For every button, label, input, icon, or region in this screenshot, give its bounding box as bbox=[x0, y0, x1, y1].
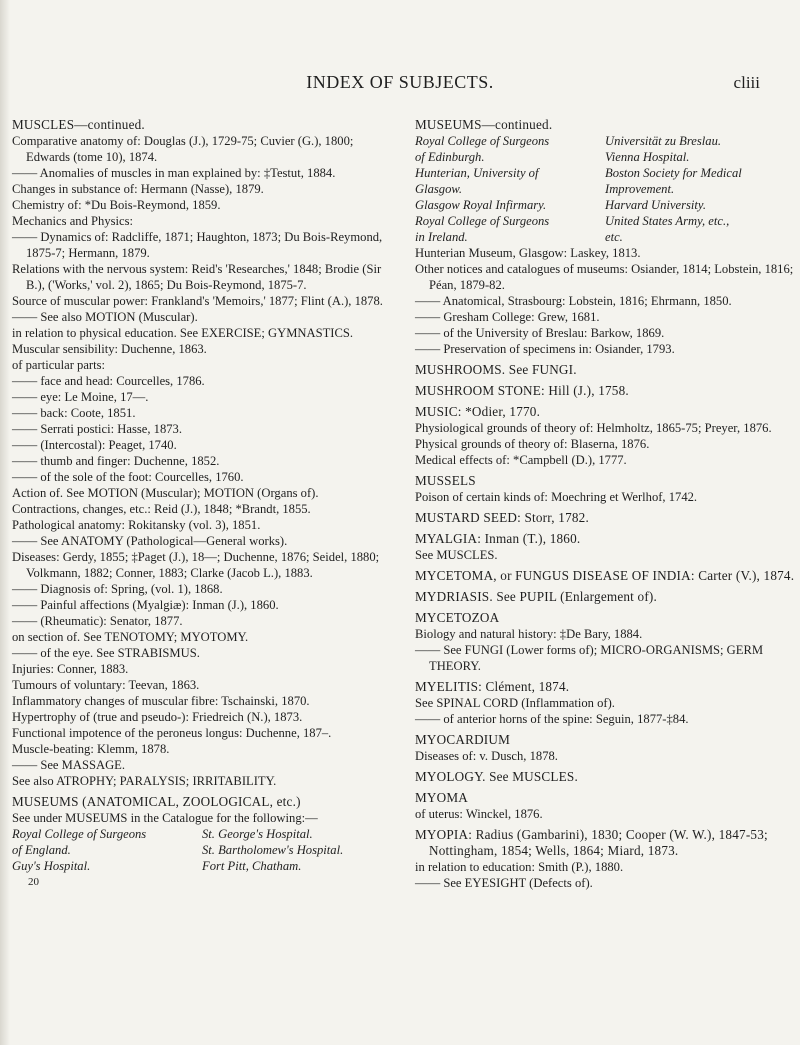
index-heading: MUSIC: *Odier, 1770. bbox=[415, 404, 541, 419]
index-entry: —— back: Coote, 1851. bbox=[12, 406, 136, 420]
index-entry: —— thumb and finger: Duchenne, 1852. bbox=[12, 454, 220, 468]
museum-pair-row bbox=[12, 842, 392, 858]
index-entry: Contractions, changes, etc.: Reid (J.), 1848; *Brandt, 1855. bbox=[12, 502, 311, 516]
index-entry: —— Diagnosis of: Spring, (vol. 1), 1868. bbox=[12, 582, 223, 596]
index-heading: MYOPIA: Radius (Gambarini), 1830; Cooper (W. W.), 1847-53; Nottingham, 1854; Wells, 1864; Miard, 1873. bbox=[415, 827, 768, 858]
museum-name-left: Guy's Hospital. bbox=[12, 859, 91, 873]
museum-name-right: Fort Pitt, Chatham. bbox=[202, 859, 302, 873]
museum-name-right: Improvement. bbox=[605, 182, 675, 196]
index-entry: —— Painful affections (Myalgiæ): Inman (J.), 1860. bbox=[12, 598, 279, 612]
museum-name-left: Royal College of Surgeons bbox=[415, 214, 550, 228]
index-entry: Action of. See MOTION (Muscular); MOTION (Organs of). bbox=[12, 486, 319, 500]
index-entry: —— See also MOTION (Muscular). bbox=[12, 310, 198, 324]
index-heading: MUSTARD SEED: Storr, 1782. bbox=[415, 510, 589, 525]
page-number: cliii bbox=[733, 73, 760, 92]
index-entry: Diseases of: v. Dusch, 1878. bbox=[415, 749, 558, 763]
index-heading: MUSHROOMS. See FUNGI. bbox=[415, 362, 577, 377]
index-heading: MYALGIA: Inman (T.), 1860. bbox=[415, 531, 581, 546]
left-column bbox=[12, 117, 392, 890]
index-entry: Muscle-beating: Klemm, 1878. bbox=[12, 742, 170, 756]
museum-name-left: of Edinburgh. bbox=[415, 150, 485, 164]
signature-mark: 20 bbox=[28, 876, 39, 888]
index-entry: —— Preservation of specimens in: Osiander, 1793. bbox=[415, 342, 675, 356]
index-entry: Source of muscular power: Frankland's 'Memoirs,' 1877; Flint (A.), 1878. bbox=[12, 294, 383, 308]
index-entry: in relation to physical education. See EXERCISE; GYMNASTICS. bbox=[12, 326, 354, 340]
index-heading: MYOMA bbox=[415, 790, 469, 805]
museum-name-right: Vienna Hospital. bbox=[605, 150, 690, 164]
index-entry: —— See MASSAGE. bbox=[12, 758, 125, 772]
index-entry: Relations with the nervous system: Reid's 'Researches,' 1848; Brodie (Sir B.), ('Works,' vol. 2), 1865; Du Bois-Reymond, 1875-7. bbox=[12, 262, 382, 292]
museum-pair-row bbox=[415, 229, 800, 245]
index-entry: —— of the eye. See STRABISMUS. bbox=[12, 646, 200, 660]
index-entry: —— Anomalies of muscles in man explained by: ‡Testut, 1884. bbox=[12, 166, 336, 180]
index-entry: —— (Intercostal): Peaget, 1740. bbox=[12, 438, 177, 452]
index-entry: Biology and natural history: ‡De Bary, 1884. bbox=[415, 627, 643, 641]
museum-name-right: St. George's Hospital. bbox=[202, 827, 313, 841]
index-entry: Other notices and catalogues of museums: Osiander, 1814; Lobstein, 1816; Péan, 1879-82. bbox=[415, 262, 794, 292]
index-entry: Functional impotence of the peroneus longus: Duchenne, 187–. bbox=[12, 726, 332, 740]
museum-pair-row bbox=[415, 133, 800, 149]
index-entry: —— See FUNGI (Lower forms of); MICRO-ORGANISMS; GERM THEORY. bbox=[415, 643, 764, 673]
index-entry: See SPINAL CORD (Inflammation of). bbox=[415, 696, 615, 710]
index-entry: —— Gresham College: Grew, 1681. bbox=[415, 310, 600, 324]
index-entry: of particular parts: bbox=[12, 358, 106, 372]
museum-name-left: Hunterian, University of bbox=[415, 166, 539, 180]
museum-name-left: Glasgow. bbox=[415, 182, 462, 196]
index-entry: Physical grounds of theory of: Blaserna, 1876. bbox=[415, 437, 650, 451]
index-entry: Tumours of voluntary: Teevan, 1863. bbox=[12, 678, 200, 692]
index-entry: Comparative anatomy of: Douglas (J.), 1729-75; Cuvier (G.), 1800; Edwards (tome 10), 1874. bbox=[12, 134, 354, 164]
museum-pair-row bbox=[12, 858, 392, 874]
museum-pair-row bbox=[415, 197, 800, 213]
index-entry: —— face and head: Courcelles, 1786. bbox=[12, 374, 205, 388]
museum-name-left: Glasgow Royal Infirmary. bbox=[415, 198, 547, 212]
index-entry: —— eye: Le Moine, 17—. bbox=[12, 390, 149, 404]
index-heading: MYOLOGY. See MUSCLES. bbox=[415, 769, 578, 784]
index-heading: MUSEUMS (ANATOMICAL, ZOOLOGICAL, etc.) bbox=[12, 794, 301, 809]
museum-name-left: of England. bbox=[12, 843, 71, 857]
museum-pair-row bbox=[415, 181, 800, 197]
index-heading: MYCETOMA, or FUNGUS DISEASE OF INDIA: Carter (V.), 1874. bbox=[415, 568, 795, 583]
index-heading: MYCETOZOA bbox=[415, 610, 500, 625]
index-entry: on section of. See TENOTOMY; MYOTOMY. bbox=[12, 630, 249, 644]
index-entry: Mechanics and Physics: bbox=[12, 214, 134, 228]
index-entry: Physiological grounds of theory of: Helmholtz, 1865-75; Preyer, 1876. bbox=[415, 421, 772, 435]
museum-pair-row bbox=[415, 149, 800, 165]
museum-name-left: Royal College of Surgeons bbox=[415, 134, 550, 148]
index-entry: Medical effects of: *Campbell (D.), 1777. bbox=[415, 453, 627, 467]
museum-name-right: Harvard University. bbox=[605, 198, 706, 212]
museum-pair-row bbox=[12, 826, 392, 842]
museum-name-right: United States Army, etc., bbox=[605, 214, 730, 228]
museum-name-right: St. Bartholomew's Hospital. bbox=[202, 843, 344, 857]
index-entry: Pathological anatomy: Rokitansky (vol. 3), 1851. bbox=[12, 518, 261, 532]
index-heading: MYELITIS: Clément, 1874. bbox=[415, 679, 570, 694]
binding-gutter bbox=[0, 0, 10, 1045]
museum-name-right: etc. bbox=[605, 230, 623, 244]
index-entry: —— Dynamics of: Radcliffe, 1871; Haughton, 1873; Du Bois-Reymond, 1875-7; Hermann, 1879. bbox=[12, 230, 383, 260]
index-entry: —— Serrati postici: Hasse, 1873. bbox=[12, 422, 182, 436]
museum-name-right: Universität zu Breslau. bbox=[605, 134, 722, 148]
running-title: INDEX OF SUBJECTS. bbox=[306, 72, 494, 92]
index-entry: Hunterian Museum, Glasgow: Laskey, 1813. bbox=[415, 246, 641, 260]
index-entry: See also ATROPHY; PARALYSIS; IRRITABILITY. bbox=[12, 774, 277, 788]
museum-name-left: Royal College of Surgeons bbox=[12, 827, 147, 841]
index-entry: Chemistry of: *Du Bois-Reymond, 1859. bbox=[12, 198, 221, 212]
index-entry: Changes in substance of: Hermann (Nasse), 1879. bbox=[12, 182, 264, 196]
museum-name-left: in Ireland. bbox=[415, 230, 468, 244]
index-entry: Muscular sensibility: Duchenne, 1863. bbox=[12, 342, 207, 356]
index-heading: MUSHROOM STONE: Hill (J.), 1758. bbox=[415, 383, 629, 398]
index-entry: Diseases: Gerdy, 1855; ‡Paget (J.), 18—; Duchenne, 1876; Seidel, 1880; Volkmann, 1882; Conner, 1883; Clarke (Jacob L.), 1883. bbox=[12, 550, 380, 580]
index-entry: Injuries: Conner, 1883. bbox=[12, 662, 129, 676]
museum-pair-row bbox=[415, 165, 800, 181]
index-entry: of uterus: Winckel, 1876. bbox=[415, 807, 543, 821]
index-entry: See under MUSEUMS in the Catalogue for the following:— bbox=[12, 811, 318, 825]
index-entry: —— of the University of Breslau: Barkow, 1869. bbox=[415, 326, 665, 340]
index-heading: MUSCLES—continued. bbox=[12, 117, 145, 132]
right-column bbox=[415, 117, 800, 891]
index-entry: in relation to education: Smith (P.), 1880. bbox=[415, 860, 624, 874]
index-heading: MUSEUMS—continued. bbox=[415, 117, 553, 132]
museum-name-right: Boston Society for Medical bbox=[605, 166, 742, 180]
museum-pair-row bbox=[415, 213, 800, 229]
index-entry: —— (Rheumatic): Senator, 1877. bbox=[12, 614, 183, 628]
index-heading: MYOCARDIUM bbox=[415, 732, 511, 747]
index-entry: —— See EYESIGHT (Defects of). bbox=[415, 876, 593, 890]
index-entry: —— of anterior horns of the spine: Seguin, 1877-‡84. bbox=[415, 712, 689, 726]
index-heading: MUSSELS bbox=[415, 473, 476, 488]
index-entry: —— Anatomical, Strasbourg: Lobstein, 1816; Ehrmann, 1850. bbox=[415, 294, 732, 308]
index-entry: —— of the sole of the foot: Courcelles, 1760. bbox=[12, 470, 244, 484]
index-entry: Hypertrophy of (true and pseudo-): Friedreich (N.), 1873. bbox=[12, 710, 303, 724]
index-entry: —— See ANATOMY (Pathological—General works). bbox=[12, 534, 288, 548]
running-header bbox=[40, 72, 760, 96]
index-entry: Inflammatory changes of muscular fibre: Tschainski, 1870. bbox=[12, 694, 310, 708]
index-entry: See MUSCLES. bbox=[415, 548, 498, 562]
index-heading: MYDRIASIS. See PUPIL (Enlargement of). bbox=[415, 589, 658, 604]
index-entry: Poison of certain kinds of: Moechring et Werlhof, 1742. bbox=[415, 490, 698, 504]
